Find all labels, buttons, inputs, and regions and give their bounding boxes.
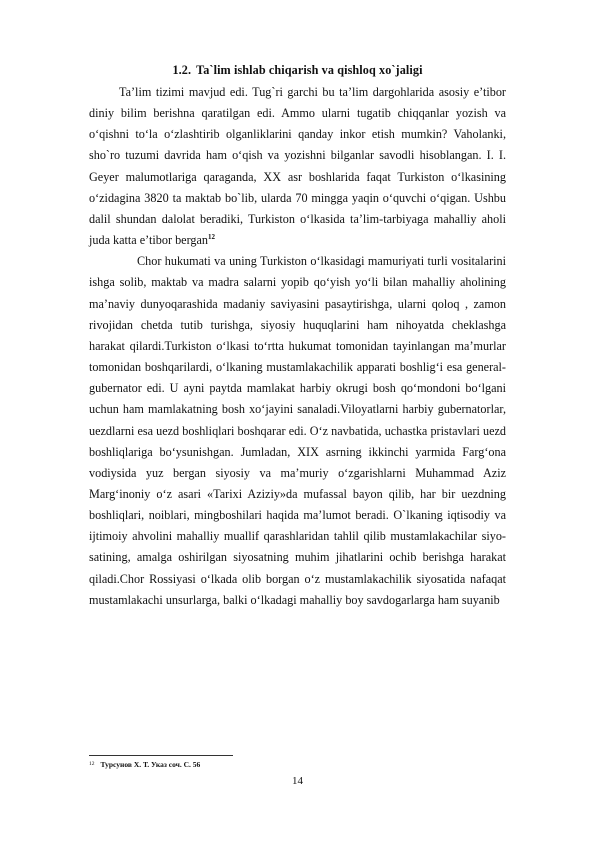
footnote-separator (89, 755, 233, 756)
section-title: Ta`lim ishlab chiqarish va qishloq xo`jaligi (196, 63, 423, 77)
paragraph (89, 82, 506, 251)
paragraph-text: Ta’lim tizimi mavjud edi. Tug`ri garchi bu ta’lim dargohlarida asosiy e’tibor diniy bilim berishna qaratilgan edi. Ammo ularni tugatib chiqqanlar yozish va o‘qishni to‘la o‘zlashtirib olganliklarini qanday inkor etish mumkin? Vaholanki, sho`ro tuzumi davrida ham o‘qish va yozishni bilganlar savodli hisoblangan. I. I. Geyer malumotlariga qaraganda, XX asr boshlarida faqat Turkiston o‘lkasining o‘zidagina 3820 ta maktab bo`lib, ularda 70 mingga yaqin o‘quvchi o‘qigan. Ushbu dalil shundan dalolat beradiki, Turkiston o‘lkasida ta’lim-tarbiyaga mahalliy aholi juda katta e’tibor bergan (89, 85, 506, 248)
paragraph (89, 251, 506, 611)
section-heading (0, 63, 595, 78)
body-text (89, 82, 506, 611)
page-number: 14 (292, 775, 303, 787)
footnote-mark: 12 (89, 761, 95, 767)
footnote-reference[interactable]: 12 (208, 233, 216, 242)
footnote-text: Турсунов Х. Т. Указ соч. С. 56 (100, 760, 201, 769)
footnote (89, 760, 200, 769)
section-number: 1.2. (172, 63, 192, 77)
paragraph-text: Chor hukumati va uning Turkiston o‘lkasidagi mamuriyati turli vositalarini ishga solib, maktab va madra salarni yopib qo‘yish yo‘li bilan mahalliy aholining ma’naviy dunyoqarashida madaniy saviyasini pasaytirishga, ularni qoloq , zamon rivojidan chetda tutib turishga, siyosiy huquqlarini ham nihoyatda cheklashga harakat qilardi.Turkiston o‘lkasi to‘rtta hukumat tomonidan tayinlangan ma’murlar tomonidan boshqarilardi, o‘lkaning mustamlakachilik apparati boshlig‘i esa general-gubernator edi. U ayni paytda mamlakat harbiy okrugi bosh qo‘mondoni bo‘lgani uchun ham mamlakatning bosh xo‘jayini sanaladi.Viloyatlarni harbiy gubernatorlar, uezdlarni esa uezd boshliqlari boshqarar edi. O‘z navbatida, uchastka pristavlari uezd boshliqlariga bo‘ysunishgan. Jumladan, XIX asrning ikkinchi yarmida Farg‘ona vodiysida yuz bergan siyosiy va ma’muriy o‘zgarishlarni Muhammad Aziz Marg‘inoniy o‘z asari «Tarixi Aziziy»da mufassal bayon qilib, har bir uezdning boshliqlari, noiblari, mingboshilari haqida ma’lumot beradi. O`lkaning iqtisodiy va ijtimoiy ahvolini mahalliy muallif qarashlaridan tahlil qilib mustamlakachilar siyo-satining, amalga oshirilgan siyosatning muhim jihatlarini ochib berishga harakat qiladi.Chor Rossiyasi o‘lkada olib borgan o‘z mustamlakachilik siyosatida nafaqat mustamlakachi unsurlarga, balki o‘lkadagi mahalliy boy savdogarlarga ham suyanib (89, 254, 506, 607)
